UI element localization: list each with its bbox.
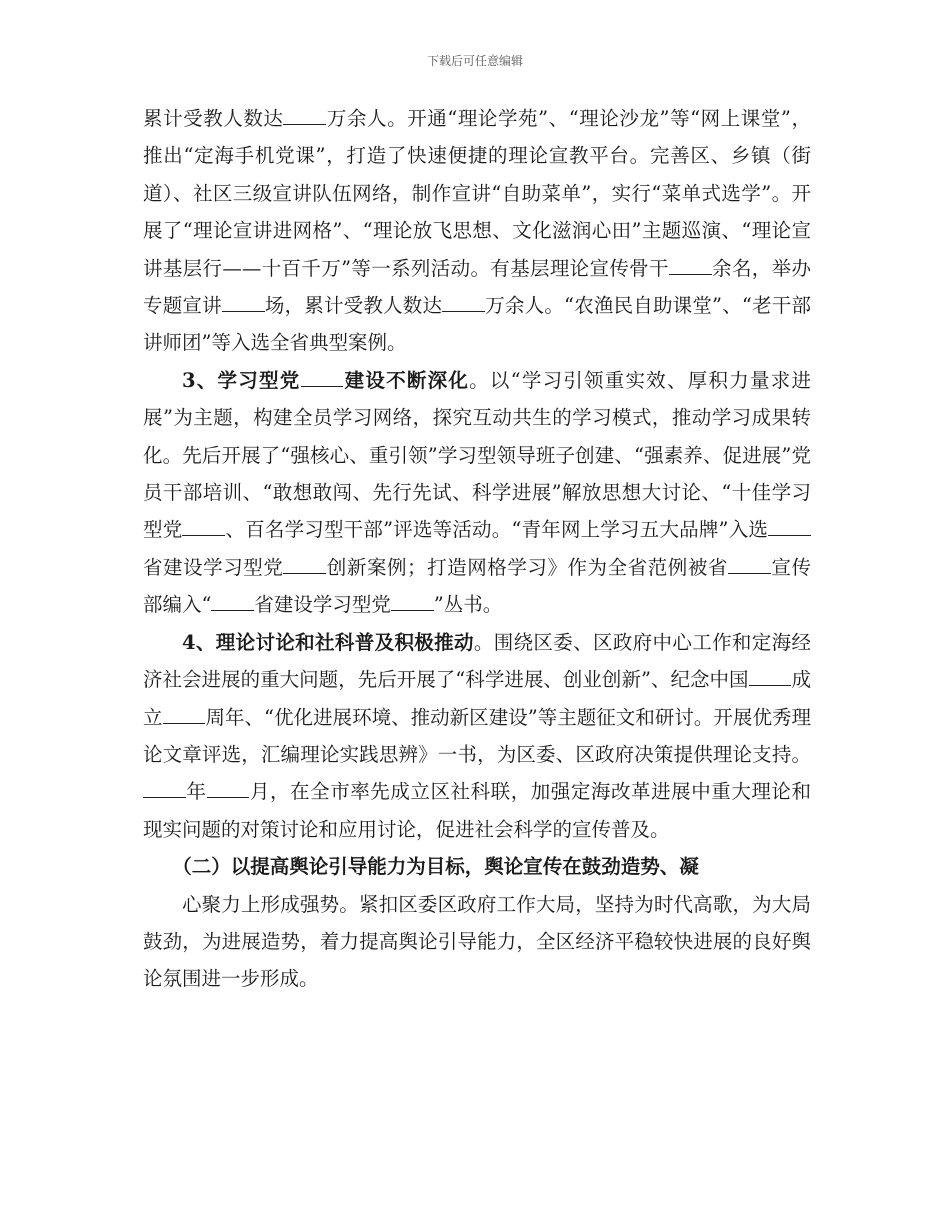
text-run: 年 — [185, 780, 207, 804]
fill-blank — [222, 293, 265, 312]
section-heading: 4、理论讨论和社科普及积极推动 — [182, 630, 474, 654]
text-run: ”丛书。 — [433, 593, 503, 617]
text-run: 余名，举办专题宣讲 — [143, 256, 811, 318]
fill-blank — [669, 256, 712, 275]
section-heading: （二）以提高舆论引导能力为目标，舆论宣传在鼓劲造势、凝 — [172, 855, 699, 879]
paragraph-1 — [143, 100, 811, 362]
document-body — [143, 100, 811, 998]
paragraph-2 — [143, 362, 811, 624]
text-run: 万余人。“农渔民自助课堂”、“老干部讲师团”等入选全省典型案例。 — [143, 294, 811, 355]
section-heading: 3、学习型党 — [182, 368, 301, 392]
fill-blank — [391, 593, 434, 612]
text-run: 成立 — [143, 668, 811, 729]
text-run: 省建设学习型党 — [254, 593, 391, 617]
text-run: 。围绕区委、区政府中心工作和定海经济社会进展的重大问题，先后开展了“科学进展、创业创新”、纪念中国 — [143, 630, 811, 692]
fill-blank — [301, 368, 344, 387]
fill-blank — [442, 293, 485, 312]
section-heading: 建设不断深化 — [343, 368, 470, 392]
fill-blank — [143, 780, 186, 799]
paragraph-3 — [143, 624, 811, 848]
fill-blank — [749, 668, 792, 687]
paragraph-5: 心聚力上形成强势。紧扣区委区政府工作大局，坚持为时代高歌，为大局鼓劲，为进展造势，着力提高舆论引导能力，全区经济平稳较快进展的良好舆论氛围进一步形成。 — [143, 892, 811, 991]
fill-blank — [728, 555, 771, 574]
text-run: 省建设学习型党 — [143, 555, 284, 579]
fill-blank — [211, 593, 254, 612]
text-run: 宣传部编入“ — [143, 555, 811, 617]
text-run: 月，在全市率先成立区社科联，加强定海改革进展中重大理论和现实问题的对策讨论和应用讨论，促进社会科学的宣传普及。 — [143, 780, 811, 841]
text-run: 。以“学习引领重实效、厚积力量求进展”为主题，构建全员学习网络，探究互动共生的学习模式，推动学习成果转化。先后开展了“强核心、重引领”学习型领导班子创建、“强素养、促进展”党员干部培训、“敢想敢闯、先行先试、科学进展”解放思想大讨论、“十佳学习型党 — [143, 368, 811, 542]
page-header: 下载后可任意编辑 — [426, 54, 523, 68]
text-run: 创新案例；打造网格学习》作为全省范例被省 — [326, 555, 728, 579]
text-run: 、百名学习型干部”评选等活动。“青年网上学习五大品牌”入选 — [225, 518, 769, 542]
fill-blank — [283, 555, 326, 574]
text-run: 场，累计受教人数达 — [264, 294, 443, 318]
fill-blank — [207, 780, 250, 799]
text-run: 万余人。开通“理论学苑”、“理论沙龙”等“网上课堂”，推出“定海手机党课”，打造了快速便捷的理论宣教平台。完善区、乡镇（街道）、社区三级宣讲队伍网络，制作宣讲“自助菜单”，实行“菜单式选学”。开展了“理论宣讲进网格”、“理论放飞思想、文化滋润心田”主题巡演、“理论宣讲基层行——十百千万”等一系列活动。有基层理论宣传骨干 — [143, 107, 811, 280]
text-run: 累计受教人数达 — [143, 107, 284, 130]
text-run: 周年、“优化进展环境、推动新区建设”等主题征文和研讨。开展优秀理论文章评选，汇编理论实践思辨》一书，为区委、区政府决策提供理论支持。 — [143, 705, 811, 766]
fill-blank — [768, 518, 811, 537]
fill-blank — [163, 705, 206, 724]
fill-blank — [182, 518, 225, 537]
fill-blank — [283, 106, 326, 125]
paragraph-4-heading — [143, 848, 811, 885]
